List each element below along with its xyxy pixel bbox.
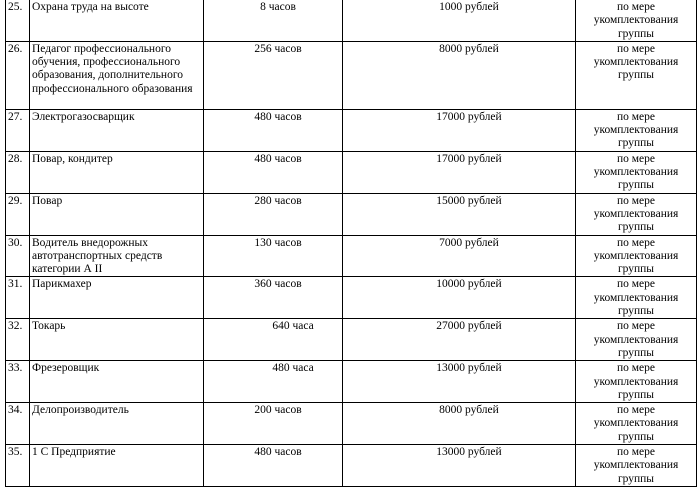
row-number: 32. — [6, 319, 30, 361]
program-term: по мере укомплектования группы — [576, 277, 697, 319]
program-term: по мере укомплектования группы — [576, 0, 697, 41]
program-hours — [204, 403, 343, 445]
row-number: 29. — [6, 193, 30, 235]
row-number: 28. — [6, 151, 30, 193]
table-row — [6, 319, 697, 361]
row-number: 34. — [6, 403, 30, 445]
program-hours — [204, 41, 343, 109]
program-price — [343, 403, 576, 445]
program-price — [343, 277, 576, 319]
program-price — [343, 361, 576, 403]
hours-value: 480 часа — [272, 362, 314, 375]
program-term: по мере укомплектования группы — [576, 151, 697, 193]
program-hours — [204, 151, 343, 193]
hours-value: 480 часов — [254, 152, 302, 165]
program-name: Педагог профессионального обучения, профессионального образования, дополнительного профессионального образования — [30, 41, 204, 109]
row-number: 31. — [6, 277, 30, 319]
price-value: 1000 рублей — [439, 1, 499, 13]
hours-value: 256 часов — [254, 42, 302, 55]
program-hours — [204, 109, 343, 151]
row-number: 27. — [6, 109, 30, 151]
program-hours — [204, 235, 343, 277]
table-row — [6, 403, 697, 445]
courses-table — [5, 0, 697, 487]
program-price — [343, 445, 576, 487]
table-row — [6, 277, 697, 319]
row-number: 25. — [6, 0, 30, 41]
program-term: по мере укомплектования группы — [576, 235, 697, 277]
hours-value: 640 часа — [272, 320, 314, 333]
hours-value: 200 часов — [254, 404, 302, 417]
hours-value: 480 часов — [254, 110, 302, 123]
program-term: по мере укомплектования группы — [576, 445, 697, 487]
price-value: 10000 рублей — [436, 278, 502, 291]
table-row — [6, 235, 697, 277]
price-value: 15000 рублей — [436, 194, 502, 207]
program-term: по мере укомплектования группы — [576, 361, 697, 403]
program-hours — [204, 445, 343, 487]
row-number: 35. — [6, 445, 30, 487]
table-row — [6, 361, 697, 403]
price-value: 13000 рублей — [436, 362, 502, 375]
table-row — [6, 193, 697, 235]
hours-value: 130 часов — [254, 236, 302, 249]
price-value: 8000 рублей — [439, 404, 499, 417]
row-number: 26. — [6, 41, 30, 109]
program-hours — [204, 277, 343, 319]
program-hours — [204, 319, 343, 361]
program-name: Повар — [30, 193, 204, 235]
program-price — [343, 151, 576, 193]
hours-value: 280 часов — [254, 194, 302, 207]
program-name: Токарь — [30, 319, 204, 361]
program-hours — [204, 193, 343, 235]
hours-value: 480 часов — [254, 446, 302, 459]
table-row — [6, 109, 697, 151]
table-row — [6, 445, 697, 487]
program-name: Делопроизводитель — [30, 403, 204, 445]
program-price — [343, 235, 576, 277]
program-hours — [204, 0, 343, 41]
price-value: 13000 рублей — [436, 446, 502, 459]
program-price — [343, 319, 576, 361]
table-row — [6, 0, 697, 41]
table-row — [6, 151, 697, 193]
program-term: по мере укомплектования группы — [576, 403, 697, 445]
price-value: 8000 рублей — [439, 42, 499, 55]
table-row — [6, 41, 697, 109]
program-name: Водитель внедорожных автотранспортных средств категории А II — [30, 235, 204, 277]
program-term: по мере укомплектования группы — [576, 319, 697, 361]
program-term: по мере укомплектования группы — [576, 41, 697, 109]
program-price — [343, 41, 576, 109]
price-value: 17000 рублей — [436, 110, 502, 123]
program-name: Фрезеровщик — [30, 361, 204, 403]
price-value: 7000 рублей — [439, 236, 499, 249]
price-value: 17000 рублей — [436, 152, 502, 165]
program-name: Охрана труда на высоте — [30, 0, 204, 41]
program-term: по мере укомплектования группы — [576, 109, 697, 151]
price-value: 27000 рублей — [436, 320, 502, 333]
program-name: Повар, кондитер — [30, 151, 204, 193]
program-price — [343, 0, 576, 41]
program-name: Парикмахер — [30, 277, 204, 319]
program-term: по мере укомплектования группы — [576, 193, 697, 235]
hours-value: 8 часов — [260, 1, 296, 13]
row-number: 33. — [6, 361, 30, 403]
row-number: 30. — [6, 235, 30, 277]
program-hours — [204, 361, 343, 403]
program-price — [343, 193, 576, 235]
program-name: Электрогазосварщик — [30, 109, 204, 151]
hours-value: 360 часов — [254, 278, 302, 291]
program-price — [343, 109, 576, 151]
program-name: 1 С Предприятие — [30, 445, 204, 487]
